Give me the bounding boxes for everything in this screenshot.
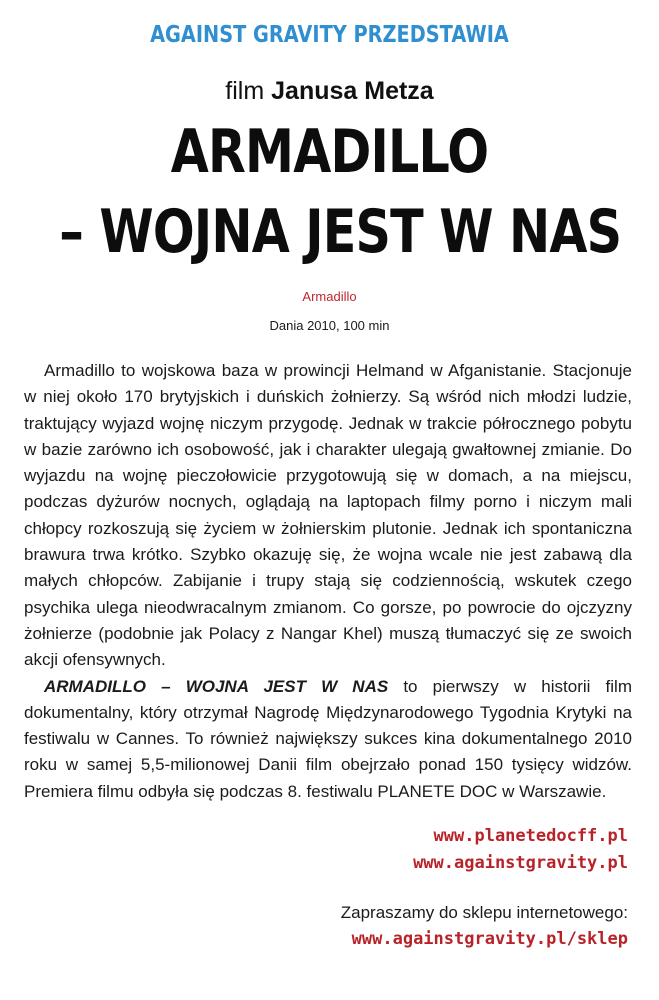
film-title-line-1: ARMADILLO bbox=[170, 117, 489, 187]
film-meta: Dania 2010, 100 min bbox=[269, 318, 390, 333]
shop-link[interactable]: www.againstgravity.pl/sklep bbox=[351, 929, 628, 949]
synopsis-paragraph-2-text: to pierwszy w historii film dokumentalny, który otrzymał Nagrodę Międzynarodowego Tygodnia Krytyki na festiwalu w Cannes. To również największy sukces kina dokumentalnego 2010 roku w samej 5,5-milionowej Danii film obejrzało ponad 150 tysięcy widzów. Premiera filmu odbyła się podczas 8. festiwalu PLANETE DOC w Warszawie. bbox=[24, 676, 632, 801]
director-prefix: film bbox=[225, 77, 265, 105]
website-links bbox=[413, 823, 628, 877]
distributor-website-link[interactable]: www.againstgravity.pl bbox=[413, 853, 628, 873]
synopsis-paragraph-1: Armadillo to wojskowa baza w prowincji Helmand w Afganistanie. Stacjonuje w niej około 170 brytyjskich i duńskich żołnierzy. Są wśród nich młodzi ludzie, traktujący wyjazd wojnę niczym przygodę. Jednak w trakcie półrocznego pobytu w bazie zarówno ich osobowość, jak i charakter ulegają gwałtownej zmianie. Do wyjazdu na wojnę pieczołowicie przygotowują się w domach, a na miejscu, podczas dyżurów nocnych, oglądają na laptopach filmy porno i niczym mali chłopcy rozkoszują się życiem w żołnierskim plutonie. Jednak ich spontaniczna brawura trwa krótko. Szybko okazuję się, że wojna wcale nie jest zabawą dla małych chłopców. Zabijanie i trupy stają się codziennością, wskutek czego psychika ulega nieodwracalnym zmianom. Co gorsze, po powrocie do ojczyzny żołnierze (podobnie jak Polacy z Nangar Khel) muszą tłumaczyć się ze swoich akcji ofensywnych. bbox=[24, 361, 632, 670]
director-line bbox=[0, 77, 659, 106]
film-title-line-2: – WOJNA JEST W NAS bbox=[59, 197, 622, 267]
synopsis bbox=[24, 358, 632, 805]
original-title: Armadillo bbox=[302, 289, 357, 304]
festival-website-link[interactable]: www.planetedocff.pl bbox=[433, 826, 628, 846]
presenter-line: AGAINST GRAVITY PRZEDSTAWIA bbox=[150, 22, 509, 48]
shop-invitation: Zapraszamy do sklepu internetowego: bbox=[340, 903, 628, 922]
synopsis-paragraph-2 bbox=[24, 674, 632, 805]
synopsis-film-title: ARMADILLO – WOJNA JEST W NAS bbox=[44, 676, 389, 696]
director-name: Janusa Metza bbox=[271, 77, 434, 105]
